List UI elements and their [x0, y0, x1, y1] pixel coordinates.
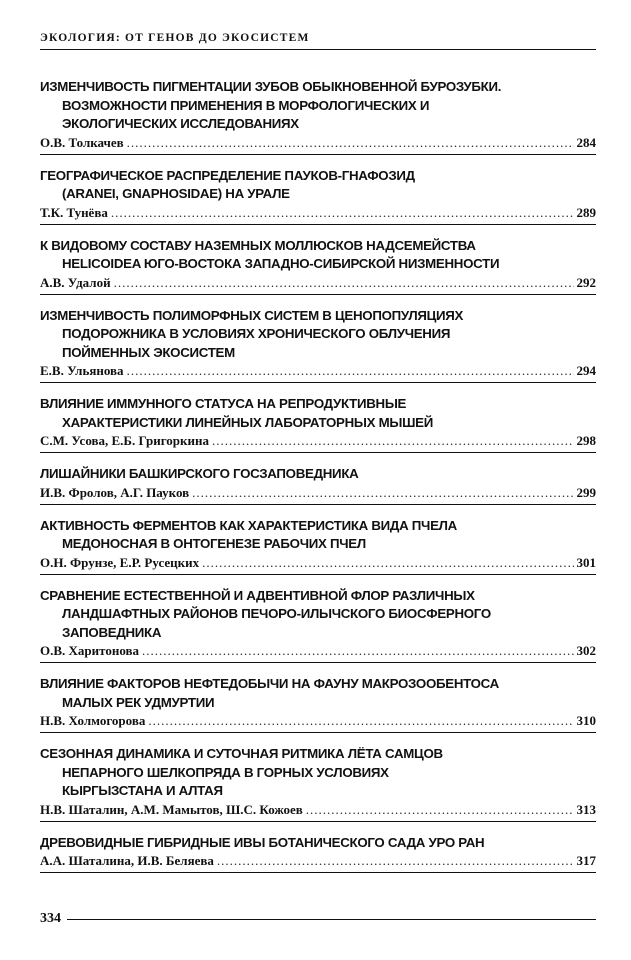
running-head: ЭКОЛОГИЯ: ОТ ГЕНОВ ДО ЭКОСИСТЕМ	[40, 32, 596, 50]
entry-title	[40, 517, 596, 554]
toc-entry	[40, 465, 596, 505]
entry-authors: О.В. Толкачев	[40, 134, 124, 150]
dot-leader	[212, 432, 574, 450]
entry-authors: О.В. Харитонова	[40, 643, 140, 658]
toc-entry	[40, 834, 596, 874]
entry-page-number: 313	[576, 801, 596, 817]
toc-entry	[40, 395, 596, 453]
entry-author-line	[40, 554, 596, 572]
entry-title	[40, 237, 596, 274]
entry-author-line	[40, 432, 596, 450]
entry-title	[40, 307, 596, 363]
entry-title	[40, 395, 596, 432]
dot-leader	[148, 712, 573, 730]
toc-entry	[40, 167, 596, 225]
entry-title-line: ИЗМЕНЧИВОСТЬ ПОЛИМОРФНЫХ СИСТЕМ В ЦЕНОПОПУЛЯЦИЯХ	[40, 307, 464, 323]
entry-authors: Т.К. Тунёва	[40, 204, 108, 220]
entry-title-line: К ВИДОВОМУ СОСТАВУ НАЗЕМНЫХ МОЛЛЮСКОВ НАДСЕМЕЙСТВА	[40, 237, 476, 253]
entry-title-line: СЕЗОННАЯ ДИНАМИКА И СУТОЧНАЯ РИТМИКА ЛЁТА САМЦОВ	[40, 746, 443, 761]
toc-entry	[40, 517, 596, 575]
entry-title-line: СРАВНЕНИЕ ЕСТЕСТВЕННОЙ И АДВЕНТИВНОЙ ФЛОР РАЗЛИЧНЫХ	[40, 587, 475, 603]
dot-leader	[306, 801, 574, 819]
entry-title	[40, 465, 596, 484]
entry-author-line	[40, 642, 596, 660]
entry-author-line	[40, 712, 596, 730]
toc-entry	[40, 745, 596, 822]
table-of-contents	[40, 78, 596, 885]
entry-page-number: 294	[576, 363, 596, 378]
entry-title-line: ПОЙМЕННЫХ ЭКОСИСТЕМ	[62, 344, 235, 360]
toc-entry	[40, 675, 596, 733]
dot-leader	[192, 484, 573, 502]
dot-leader	[217, 852, 574, 870]
entry-title-line: ДРЕВОВИДНЫЕ ГИБРИДНЫЕ ИВЫ БОТАНИЧЕСКОГО САДА УРО РАН	[40, 834, 485, 850]
entry-title-line: ЭКОЛОГИЧЕСКИХ ИССЛЕДОВАНИЯХ	[62, 116, 299, 131]
dot-leader	[202, 554, 573, 572]
dot-leader	[111, 204, 574, 222]
entry-authors: Н.В. Шаталин, А.М. Мамытов, Ш.С. Кожоев	[40, 801, 303, 817]
entry-title-line: ГЕОГРАФИЧЕСКОЕ РАСПРЕДЕЛЕНИЕ ПАУКОВ-ГНАФОЗИД	[40, 167, 415, 183]
entry-page-number: 299	[576, 484, 596, 500]
dot-leader	[142, 642, 573, 660]
entry-title-line: ИЗМЕНЧИВОСТЬ ПИГМЕНТАЦИИ ЗУБОВ ОБЫКНОВЕННОЙ БУРОЗУБКИ.	[40, 79, 502, 94]
entry-title-line: ЛИШАЙНИКИ БАШКИРСКОГО ГОСЗАПОВЕДНИКА	[40, 466, 359, 481]
entry-title-line: ВЛИЯНИЕ ИММУННОГО СТАТУСА НА РЕПРОДУКТИВНЫЕ	[40, 396, 407, 411]
entry-author-line	[40, 274, 596, 292]
toc-entry	[40, 587, 596, 664]
entry-author-line	[40, 484, 596, 502]
entry-title-line: ПОДОРОЖНИКА В УСЛОВИЯХ ХРОНИЧЕСКОГО ОБЛУЧЕНИЯ	[62, 326, 451, 341]
entry-authors: И.В. Фролов, А.Г. Пауков	[40, 484, 190, 500]
entry-authors: Н.В. Холмогорова	[40, 713, 146, 728]
dot-leader	[127, 362, 574, 380]
entry-title-line: КЫРГЫЗСТАНА И АЛТАЯ	[62, 783, 223, 798]
toc-entry	[40, 237, 596, 295]
entry-title	[40, 167, 596, 204]
entry-page-number: 301	[576, 554, 596, 570]
page-number: 334	[40, 911, 61, 926]
page-footer	[40, 911, 596, 927]
entry-title	[40, 78, 596, 134]
entry-title-line: (ARANEI, GNAPHOSIDAE) НА УРАЛЕ	[62, 186, 290, 201]
entry-authors: О.Н. Фрунзе, Е.Р. Русецких	[40, 554, 200, 570]
entry-authors: А.А. Шаталина, И.В. Беляева	[40, 853, 214, 868]
dot-leader	[114, 274, 574, 292]
entry-authors: С.М. Усова, Е.Б. Григоркина	[40, 433, 209, 448]
footer-rule	[67, 919, 596, 920]
entry-page-number: 298	[576, 433, 596, 448]
toc-entry	[40, 78, 596, 155]
entry-page-number: 317	[576, 853, 596, 868]
entry-title	[40, 745, 596, 801]
entry-title-line: ХАРАКТЕРИСТИКИ ЛИНЕЙНЫХ ЛАБОРАТОРНЫХ МЫШЕЙ	[62, 414, 433, 430]
entry-title-line: ЛАНДШАФТНЫХ РАЙОНОВ ПЕЧОРО-ИЛЫЧСКОГО БИОСФЕРНОГО	[62, 606, 491, 621]
entry-title	[40, 834, 596, 853]
entry-page-number: 292	[576, 274, 596, 290]
entry-authors: А.В. Удалой	[40, 274, 111, 290]
toc-entry	[40, 307, 596, 384]
entry-title-line: МАЛЫХ РЕК УДМУРТИИ	[62, 694, 215, 710]
entry-title-line: МЕДОНОСНАЯ В ОНТОГЕНЕЗЕ РАБОЧИХ ПЧЕЛ	[62, 536, 366, 551]
entry-author-line	[40, 134, 596, 152]
entry-title-line: ЗАПОВЕДНИКА	[62, 624, 162, 640]
entry-title	[40, 587, 596, 643]
entry-author-line	[40, 801, 596, 819]
dot-leader	[127, 134, 574, 152]
entry-author-line	[40, 204, 596, 222]
entry-title-line: ВЛИЯНИЕ ФАКТОРОВ НЕФТЕДОБЫЧИ НА ФАУНУ МАКРОЗООБЕНТОСА	[40, 676, 499, 691]
entry-page-number: 284	[576, 134, 596, 150]
entry-page-number: 310	[576, 713, 596, 728]
entry-title-line: HELICOIDEA ЮГО-ВОСТОКА ЗАПАДНО-СИБИРСКОЙ НИЗМЕННОСТИ	[62, 256, 500, 271]
entry-page-number: 302	[576, 643, 596, 658]
entry-title-line: НЕПАРНОГО ШЕЛКОПРЯДА В ГОРНЫХ УСЛОВИЯХ	[62, 764, 389, 780]
entry-page-number: 289	[576, 204, 596, 220]
entry-title	[40, 675, 596, 712]
entry-authors: Е.В. Ульянова	[40, 363, 124, 378]
entry-author-line	[40, 362, 596, 380]
entry-title-line: АКТИВНОСТЬ ФЕРМЕНТОВ КАК ХАРАКТЕРИСТИКА ВИДА ПЧЕЛА	[40, 517, 457, 533]
entry-author-line	[40, 852, 596, 870]
entry-title-line: ВОЗМОЖНОСТИ ПРИМЕНЕНИЯ В МОРФОЛОГИЧЕСКИХ И	[62, 97, 430, 113]
